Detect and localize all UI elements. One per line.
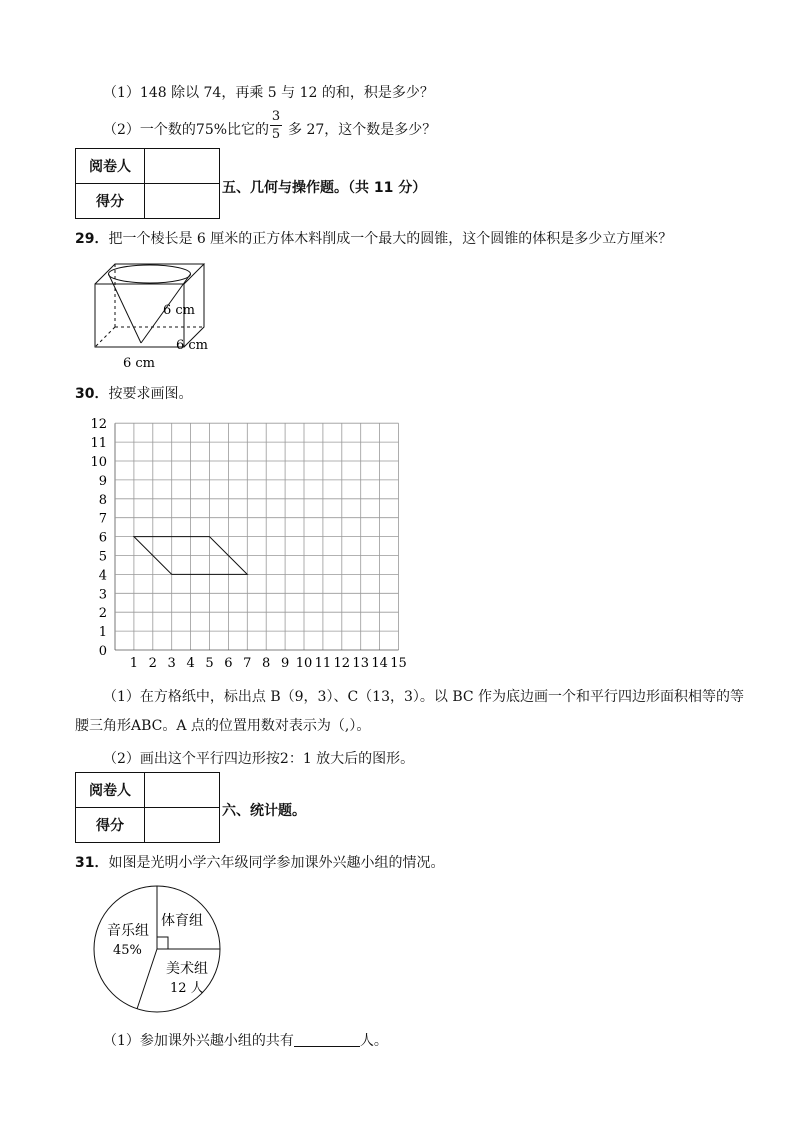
label-width: 6 cm [123,356,156,371]
score-label: 得分 [76,808,145,843]
q30-part1-line1: （1）在方格纸中，标出点 B（9，3）、C（13，3）。以 BC 作为底边画一个和平行四边形面积相等的等 [103,689,745,705]
x-tick-label: 4 [186,656,195,671]
q28-part2-after: 多 27，这个数是多少？ [288,122,437,138]
x-tick-label: 12 [333,656,351,671]
y-tick-label: 6 [98,530,107,546]
x-tick-label: 5 [205,656,214,671]
score-field[interactable] [145,808,220,843]
fraction-denominator: 5 [271,127,281,142]
label-height: 6 cm [163,303,196,318]
x-tick-label: 11 [314,656,332,671]
y-tick-label: 4 [98,568,107,584]
pie-chart [90,884,230,1019]
pie-slice-boundary [137,949,157,1009]
score-table-2 [75,772,220,843]
score-label: 得分 [76,184,145,219]
x-tick-label: 9 [280,656,290,671]
right-angle-mark [157,937,168,949]
y-tick-labels [90,417,107,659]
section-6-heading: 六、统计题。 [222,803,306,819]
grader-label: 阅卷人 [76,149,145,184]
y-tick-label: 12 [90,417,107,433]
question-number: 30． [75,386,109,402]
pie-label-art: 美术组 [166,961,208,977]
q31-part1-after: 人。 [359,1033,388,1049]
label-depth: 6 cm [176,338,209,353]
x-tick-label: 2 [148,656,157,671]
grader-field[interactable] [145,773,220,808]
answer-blank[interactable] [294,1032,360,1047]
question-text: 如图是光明小学六年级同学参加课外兴趣小组的情况。 [108,855,445,871]
q30-part2: （2）画出这个平行四边形按2：1 放大后的图形。 [103,751,415,767]
x-tick-label: 1 [129,656,139,671]
y-tick-label: 8 [98,492,107,508]
x-tick-label: 15 [390,656,407,671]
hidden-edge [95,327,115,347]
x-tick-labels [130,656,407,671]
y-tick-label: 3 [98,587,107,603]
section-5-heading: 五、几何与操作题。（共 11 分） [222,180,427,196]
x-tick-label: 14 [371,656,388,671]
y-tick-label: 11 [90,436,107,452]
question-text: 把一个棱长是 6 厘米的正方体木料削成一个最大的圆锥，这个圆锥的体积是多少立方厘米？ [108,231,673,247]
question-text: 按要求画图。 [108,386,193,402]
y-tick-label: 9 [98,473,107,489]
pie-label-music-percent: 45% [113,943,142,958]
score-field[interactable] [145,184,220,219]
pie-label-art-count: 12 人 [170,981,204,996]
fraction-three-fifths [270,109,282,142]
x-tick-label: 6 [224,656,233,671]
coordinate-grid [85,412,415,674]
y-tick-label: 0 [98,644,107,659]
y-tick-label: 1 [98,625,107,641]
x-tick-label: 8 [262,656,271,671]
x-tick-label: 10 [295,656,313,671]
fraction-numerator: 3 [271,109,281,124]
y-tick-label: 10 [90,455,107,470]
grader-label: 阅卷人 [76,773,145,808]
question-number: 31． [75,855,109,871]
question-number: 29． [75,231,109,247]
q28-part2-before: （2）一个数的75%比它的 [103,122,270,138]
grader-field[interactable] [145,149,220,184]
pie-label-sports: 体育组 [161,913,203,929]
cube-cone-figure [85,255,225,373]
x-tick-label: 3 [167,656,176,671]
y-tick-label: 7 [98,511,107,527]
y-tick-label: 5 [98,549,107,565]
cone-base-ellipse [109,265,191,283]
q31-part1-before: （1）参加课外兴趣小组的共有 [103,1033,294,1049]
q30-part1-line2: 腰三角形ABC。A 点的位置用数对表示为（,）。 [75,718,371,734]
q28-part1: （1）148 除以 74，再乘 5 与 12 的和，积是多少？ [103,85,434,101]
x-tick-label: 7 [243,656,252,671]
score-table-1 [75,148,220,219]
y-tick-label: 2 [98,606,107,622]
x-tick-label: 13 [352,656,369,671]
pie-label-music: 音乐组 [107,923,149,939]
